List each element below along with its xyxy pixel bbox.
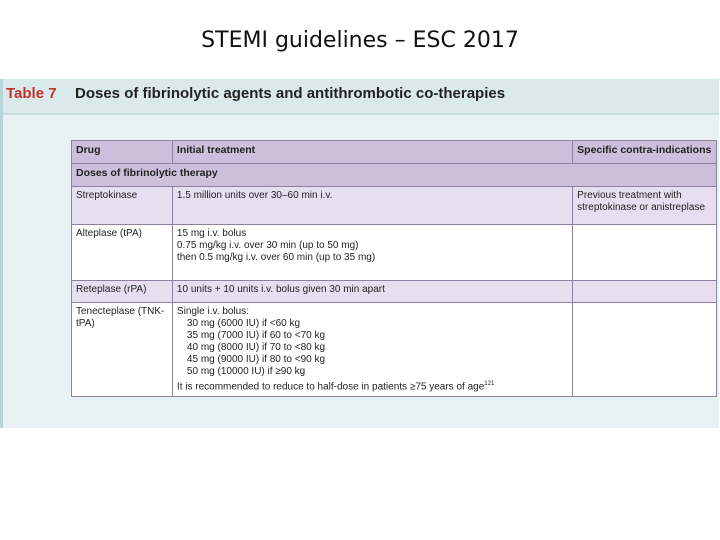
drug-cell: [72, 303, 173, 397]
drug-cell: Reteplase (rPA): [72, 281, 173, 303]
doses-table: [71, 140, 717, 397]
initial-cell: [172, 225, 572, 281]
contra-cell: [573, 303, 717, 397]
section-row: [72, 164, 717, 187]
table-row: [72, 281, 717, 303]
table-row: [72, 187, 717, 225]
dose-line: 15 mg i.v. bolus: [176, 228, 247, 239]
header-contra-indications: Specific contra-indications: [573, 141, 717, 164]
drug-line: Tenecteplase (TNK-: [76, 306, 165, 317]
header-drug: Drug: [72, 141, 173, 164]
dose-line: 45 mg (9000 IU) if 80 to <90 kg: [186, 354, 326, 365]
dose-line: 0.75 mg/kg i.v. over 30 min (up to 50 mg): [176, 240, 359, 251]
dose-line: 35 mg (7000 IU) if 60 to <70 kg: [186, 330, 326, 341]
header-initial-treatment: Initial treatment: [172, 141, 572, 164]
dose-line: then 0.5 mg/kg i.v. over 60 min (up to 35 mg): [176, 252, 376, 263]
dose-note: [177, 378, 568, 393]
initial-cell: [172, 303, 572, 397]
contra-cell: [573, 225, 717, 281]
table-label: Table 7: [6, 85, 57, 102]
drug-cell: Streptokinase: [72, 187, 173, 225]
dose-note-text: It is recommended to reduce to half-dose in patients ≥75 years of age: [176, 381, 485, 393]
initial-cell: [172, 187, 572, 225]
table-row: [72, 303, 717, 397]
reference-marker: 121: [484, 381, 495, 387]
initial-cell: [172, 281, 572, 303]
contra-cell: [573, 281, 717, 303]
dose-line: 30 mg (6000 IU) if <60 kg: [186, 318, 301, 329]
drug-line: tPA): [76, 318, 95, 329]
contra-line: streptokinase or anistreplase: [577, 202, 706, 213]
slide-title: STEMI guidelines – ESC 2017: [201, 28, 519, 53]
dose-line: 50 mg (10000 IU) if ≥90 kg: [186, 366, 306, 377]
table-title: Doses of fibrinolytic agents and antithrombotic co-therapies: [75, 85, 506, 102]
table-caption: [3, 79, 719, 115]
dose-lead: Single i.v. bolus:: [176, 306, 249, 317]
dose-line: 40 mg (8000 IU) if 70 to <80 kg: [186, 342, 326, 353]
contra-line: Previous treatment with: [577, 190, 682, 201]
dose-line: 1.5 million units over 30–60 min i.v.: [176, 190, 333, 201]
section-title: Doses of fibrinolytic therapy: [72, 164, 717, 187]
contra-cell: [573, 187, 717, 225]
header-row: [72, 141, 717, 164]
table-row: [72, 225, 717, 281]
dose-line: 10 units + 10 units i.v. bolus given 30 min apart: [176, 284, 385, 295]
drug-cell: Alteplase (tPA): [72, 225, 173, 281]
